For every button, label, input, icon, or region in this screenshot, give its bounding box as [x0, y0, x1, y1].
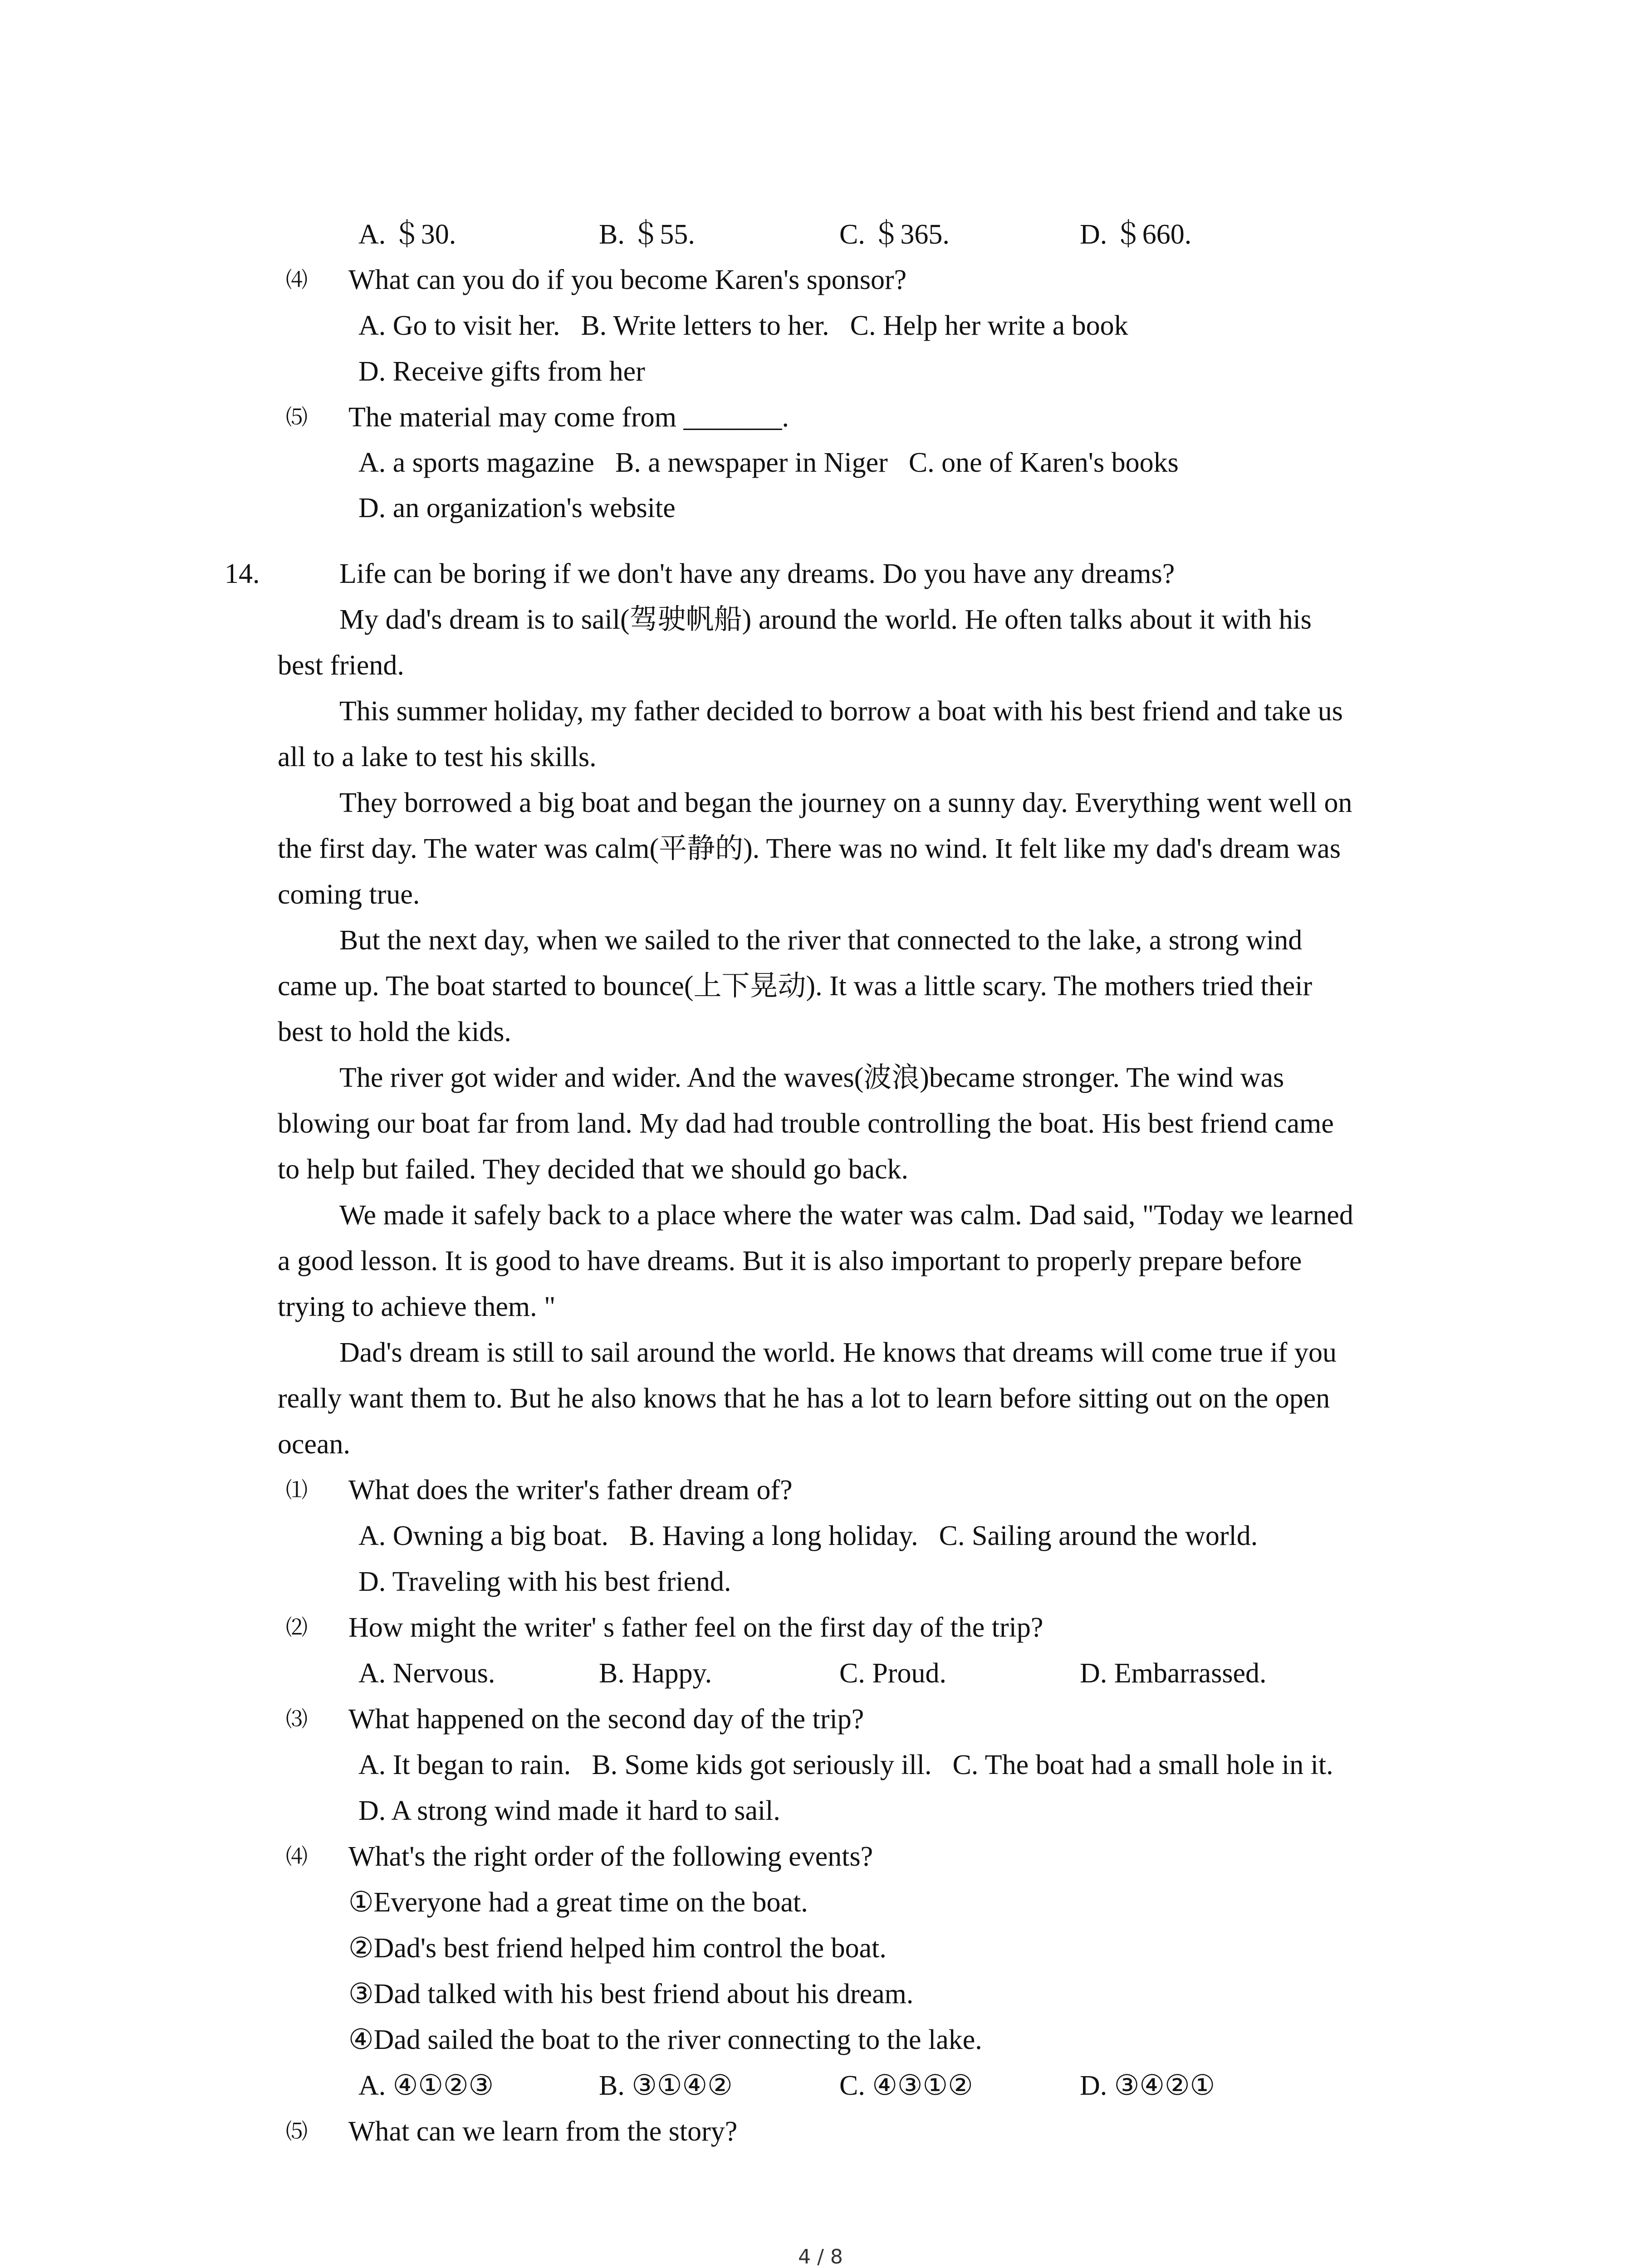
passage-line: trying to achieve them. ": [278, 1291, 556, 1322]
question-number: ⑷: [286, 267, 308, 293]
prev-q4-options: [358, 303, 1149, 349]
question-number-14: 14.: [225, 558, 260, 589]
question-text: What can you do if you become Karen's sponsor?: [348, 264, 907, 295]
event-line: ①Everyone had a great time on the boat.: [348, 1887, 808, 1918]
option-d: D. A strong wind made it hard to sail.: [358, 1795, 780, 1826]
passage-line: Life can be boring if we don't have any dreams. Do you have any dreams?: [339, 558, 1175, 589]
passage-line: ocean.: [278, 1429, 351, 1460]
question-number: ⑸: [286, 405, 308, 430]
q1-options: [358, 1513, 1279, 1559]
passage-line: best to hold the kids.: [278, 1017, 511, 1047]
option-d: D. an organization's website: [358, 493, 676, 523]
option-a: A. It began to rain.: [358, 1750, 571, 1780]
passage-line: the first day. The water was calm(平静的). There was no wind. It felt like my dad's dream was: [278, 833, 1341, 864]
option-b: B. Some kids got seriously ill.: [592, 1750, 932, 1780]
option-a: A. ④①②③: [358, 2070, 494, 2101]
passage-line: But the next day, when we sailed to the river that connected to the lake, a strong wind: [339, 925, 1303, 956]
q3-options: [358, 1742, 1354, 1788]
passage-line: The river got wider and wider. And the waves(波浪)became stronger. The wind was: [339, 1062, 1284, 1093]
option-a: A. Nervous.: [358, 1658, 495, 1689]
option-d: D. Receive gifts from her: [358, 356, 645, 387]
event-line: ④Dad sailed the boat to the river connecting to the lake.: [348, 2024, 982, 2055]
page-number: 4 / 8: [798, 2245, 843, 2268]
option-c: C. Proud.: [839, 1658, 946, 1689]
passage-line: This summer holiday, my father decided to borrow a boat with his best friend and take us: [339, 696, 1343, 727]
passage-line: came up. The boat started to bounce(上下晃动). It was a little scary. The mothers tried their: [278, 971, 1313, 1002]
option-a: A. a sports magazine: [358, 447, 594, 478]
passage-line: Dad's dream is still to sail around the world. He knows that dreams will come true if you: [339, 1337, 1337, 1368]
question-text: What can we learn from the story?: [348, 2116, 738, 2147]
question-number: ⑴: [286, 1477, 308, 1503]
passage-line: best friend.: [278, 650, 404, 681]
passage-line: My dad's dream is to sail(驾驶帆船) around the world. He often talks about it with his: [339, 604, 1312, 635]
passage-line: We made it safely back to a place where the water was calm. Dad said, "Today we learned: [339, 1200, 1353, 1231]
option-c: C. one of Karen's books: [908, 447, 1179, 478]
prev-q3-options: [358, 212, 1320, 258]
option-c: C. The boat had a small hole in it.: [952, 1750, 1333, 1780]
option-b: B. Write letters to her.: [581, 310, 829, 341]
option-c: C. ④③①②: [839, 2070, 973, 2101]
option-c: C. Sailing around the world.: [939, 1520, 1258, 1551]
option-a: A. Owning a big boat.: [358, 1520, 609, 1551]
question-text: The material may come from _______.: [348, 402, 789, 433]
question-text: How might the writer' s father feel on the first day of the trip?: [348, 1612, 1043, 1643]
passage-line: coming true.: [278, 879, 420, 910]
passage-line: all to a lake to test his skills.: [278, 742, 597, 772]
passage-line: blowing our boat far from land. My dad had trouble controlling the boat. His best friend came: [278, 1108, 1334, 1139]
option-b: B. Having a long holiday.: [629, 1520, 918, 1551]
option-d: D. ③④②①: [1080, 2070, 1215, 2101]
option-c: C. Help her write a book: [850, 310, 1128, 341]
q4-options: [358, 2063, 1320, 2109]
question-number: ⑷: [286, 1844, 308, 1869]
question-text: What does the writer's father dream of?: [348, 1475, 793, 1505]
option-a: A. ＄30.: [358, 219, 456, 250]
question-number: ⑸: [286, 2119, 308, 2144]
passage-line: really want them to. But he also knows that he has a lot to learn before sitting out on the open: [278, 1383, 1330, 1414]
event-line: ②Dad's best friend helped him control the boat.: [348, 1933, 887, 1964]
option-c: C. ＄365.: [839, 219, 950, 250]
option-b: B. ＄55.: [599, 219, 695, 250]
option-d: D. Traveling with his best friend.: [358, 1566, 731, 1597]
option-d: D. Embarrassed.: [1080, 1658, 1267, 1689]
event-line: ③Dad talked with his best friend about his dream.: [348, 1979, 914, 2009]
question-number: ⑵: [286, 1615, 308, 1640]
prev-q5-options: [358, 440, 1200, 486]
option-b: B. ③①④②: [599, 2070, 733, 2101]
option-a: A. Go to visit her.: [358, 310, 560, 341]
option-b: B. Happy.: [599, 1658, 712, 1689]
q2-options: [358, 1651, 1320, 1696]
option-d: D. ＄660.: [1080, 219, 1192, 250]
question-number: ⑶: [286, 1706, 308, 1732]
question-text: What happened on the second day of the trip?: [348, 1704, 864, 1735]
option-b: B. a newspaper in Niger: [615, 447, 888, 478]
question-text: What's the right order of the following events?: [348, 1841, 873, 1872]
passage-line: a good lesson. It is good to have dreams. But it is also important to properly prepare before: [278, 1246, 1302, 1276]
passage-line: to help but failed. They decided that we should go back.: [278, 1154, 909, 1185]
passage-line: They borrowed a big boat and began the journey on a sunny day. Everything went well on: [339, 787, 1352, 818]
